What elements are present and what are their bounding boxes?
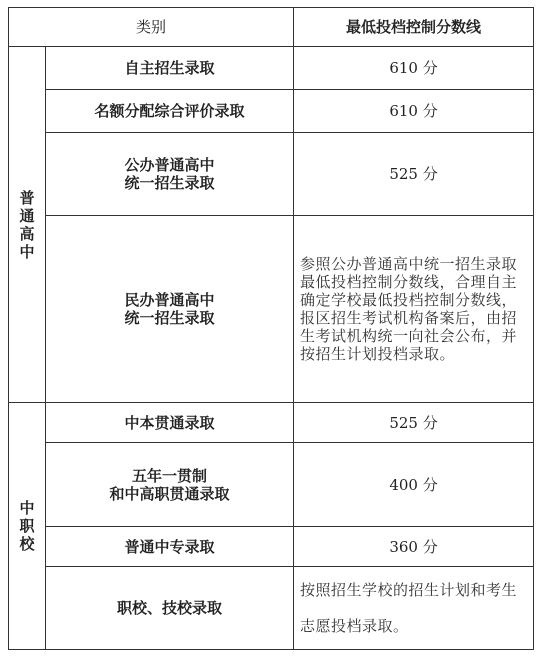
score-cell: 525 分 — [294, 133, 534, 216]
header-score: 最低投档控制分数线 — [294, 8, 534, 47]
category-cell: 名额分配综合评价录取 — [46, 90, 294, 133]
score-cell: 610 分 — [294, 47, 534, 90]
note-cell: 参照公办普通高中统一招生录取最低投档控制分数线，合理自主确定学校最低投档控制分数线，报区招生考试机构备案后，由招生考试机构统一向社会公布，并按招生计划投档录取。 — [294, 216, 534, 403]
category-cell: 中本贯通录取 — [46, 403, 294, 443]
category-cell: 五年一贯制 和中高职贯通录取 — [46, 443, 294, 527]
table-header-row — [9, 8, 534, 47]
admission-score-table — [8, 7, 534, 650]
category-cell: 公办普通高中 统一招生录取 — [46, 133, 294, 216]
header-category: 类别 — [9, 8, 294, 47]
category-cell: 民办普通高中 统一招生录取 — [46, 216, 294, 403]
category-cell: 普通中专录取 — [46, 527, 294, 567]
category-cell: 职校、技校录取 — [46, 567, 294, 650]
table-row — [9, 133, 534, 216]
note-cell: 按照招生学校的招生计划和考生志愿投档录取。 — [294, 567, 534, 650]
score-cell: 525 分 — [294, 403, 534, 443]
score-cell: 360 分 — [294, 527, 534, 567]
group-label-vocational-school: 中 职 校 — [9, 403, 46, 650]
table-row — [9, 527, 534, 567]
table-row — [9, 403, 534, 443]
score-cell: 610 分 — [294, 90, 534, 133]
table-row — [9, 216, 534, 403]
table-row — [9, 567, 534, 650]
table-row — [9, 47, 534, 90]
score-cell: 400 分 — [294, 443, 534, 527]
table-row — [9, 90, 534, 133]
table-row — [9, 443, 534, 527]
category-cell: 自主招生录取 — [46, 47, 294, 90]
group-label-general-high-school: 普 通 高 中 — [9, 47, 46, 403]
